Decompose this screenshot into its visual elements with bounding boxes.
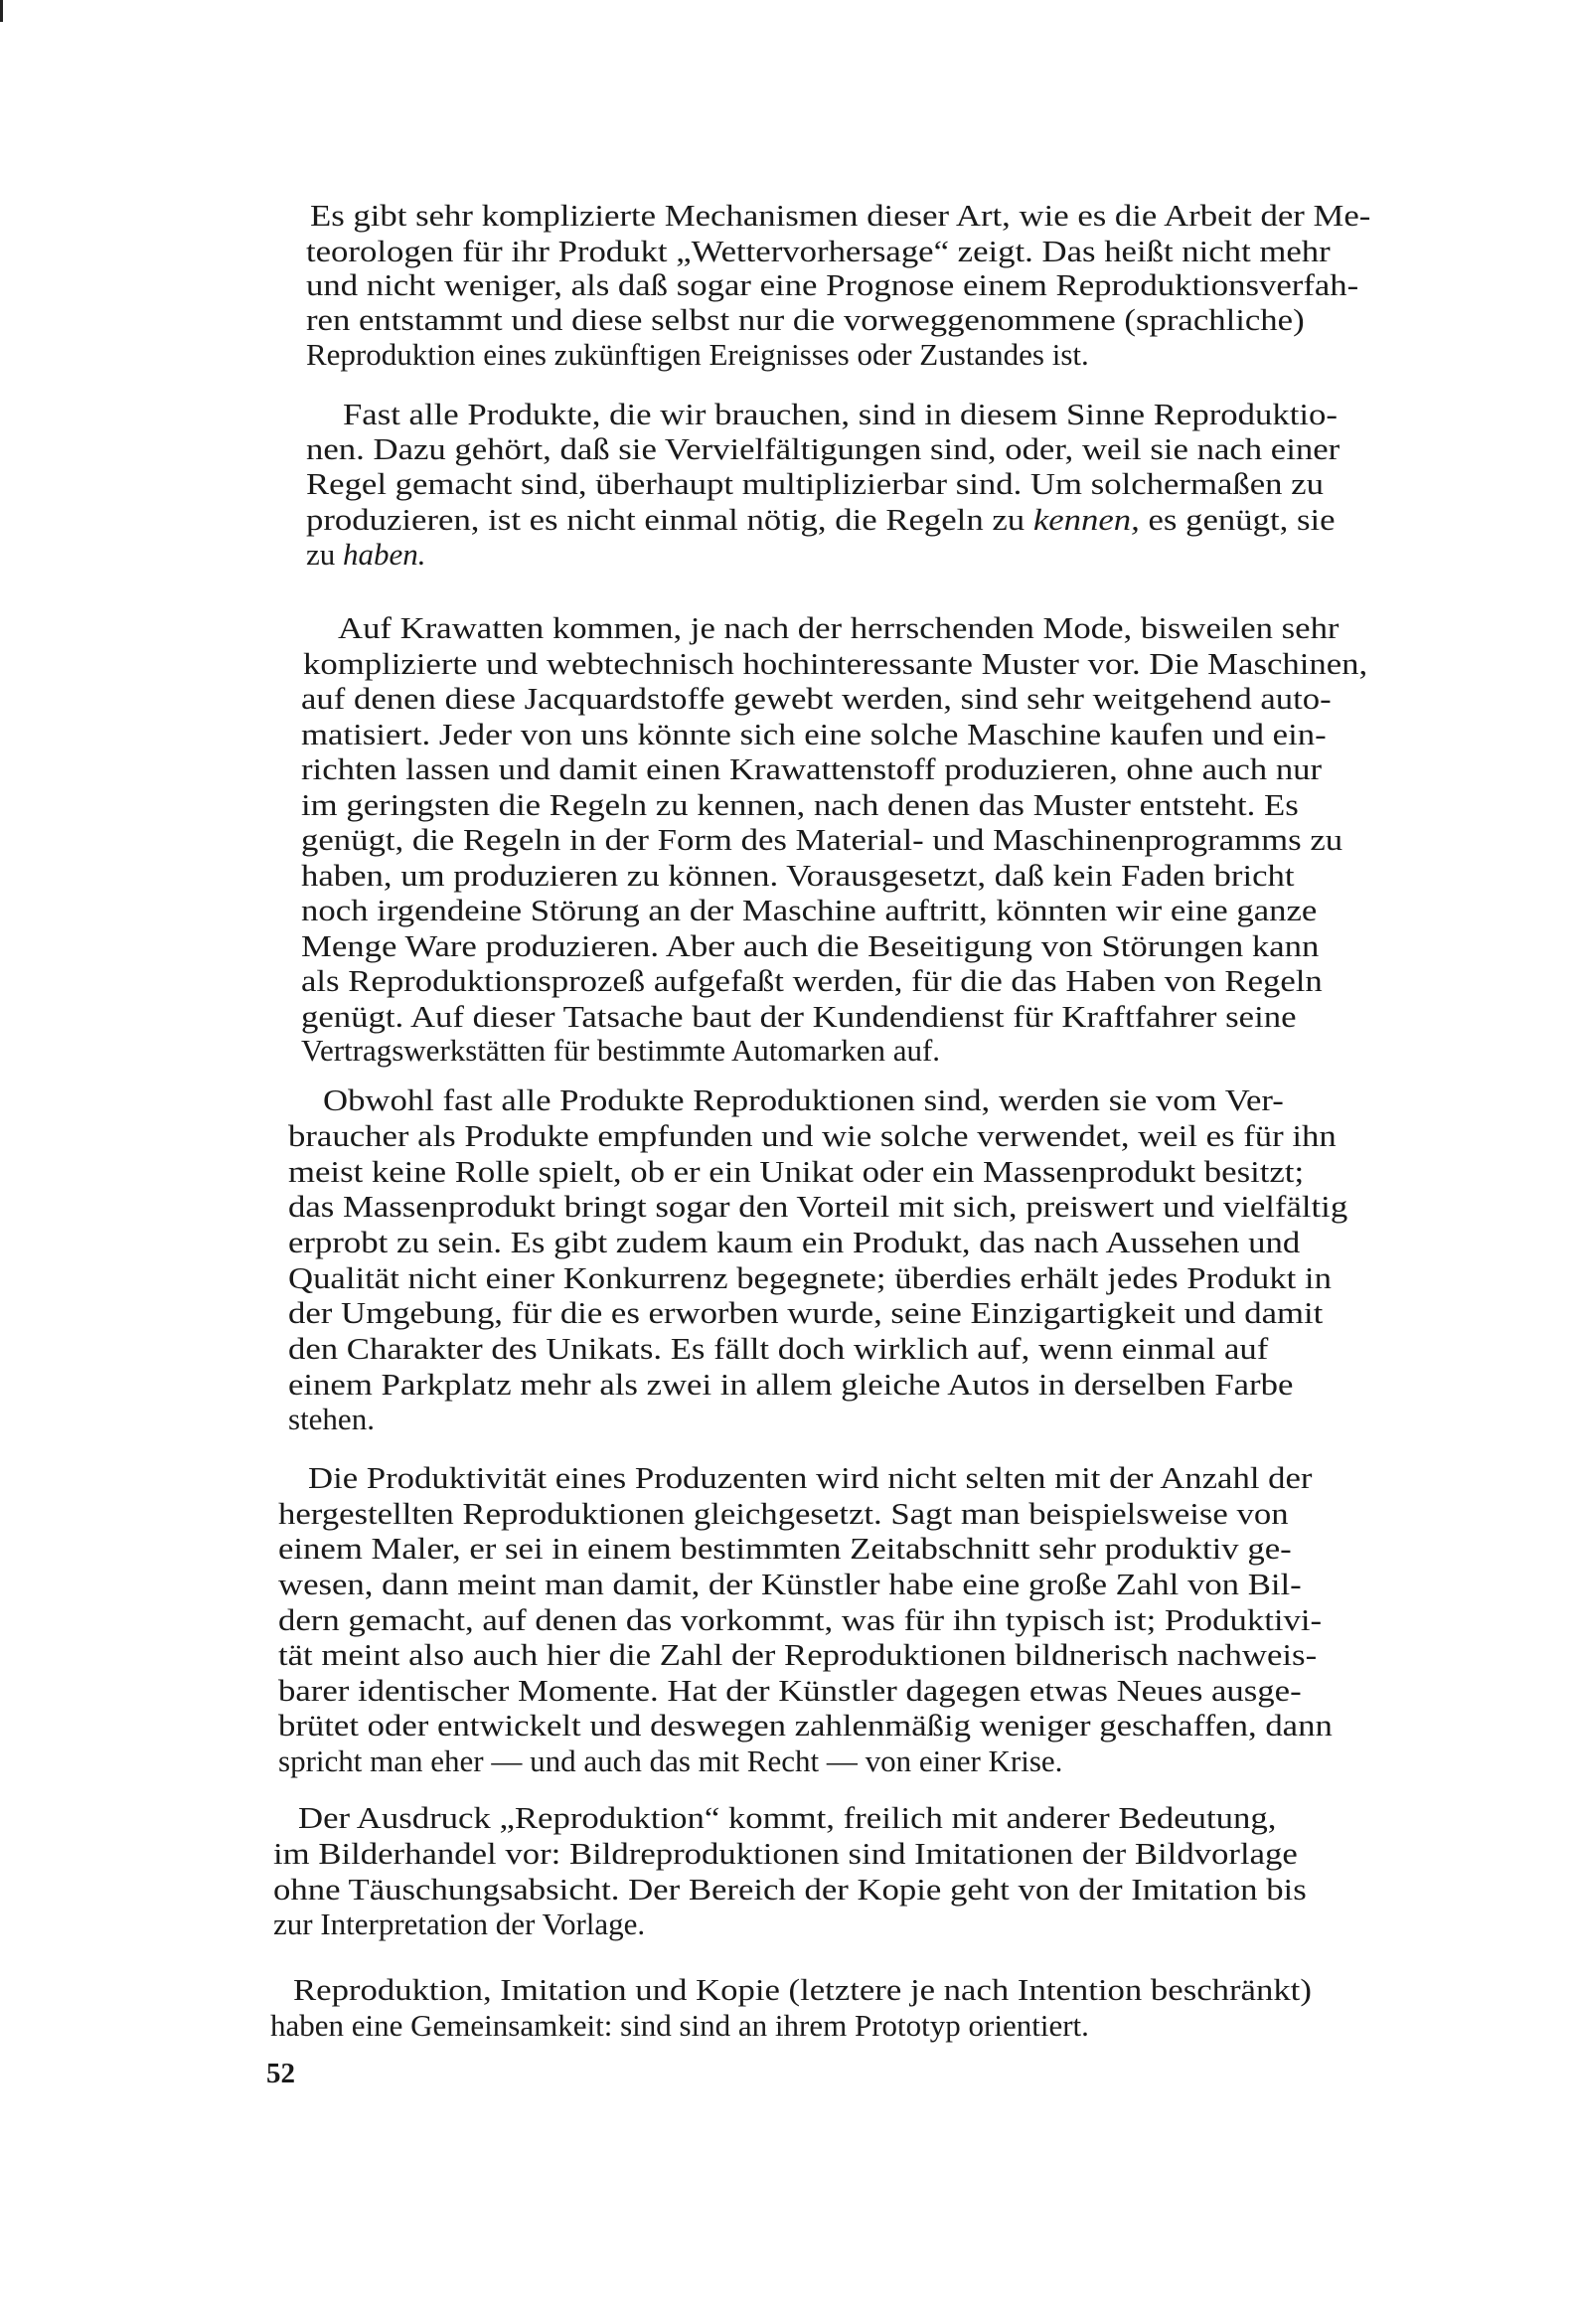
text-line: braucher als Produkte empfunden und wie solche verwendet, weil es für ihn [288,1118,1337,1153]
text-line: nen. Dazu gehört, daß sie Vervielfältigungen sind, oder, weil sie nach einer [306,431,1340,466]
text-line: Der Ausdruck „Reproduktion“ kommt, freilich mit anderer Bedeutung, [298,1800,1277,1835]
emphasis: haben. [343,537,426,572]
text-line: spricht man eher — und auch das mit Recht — von einer Krise. [278,1743,1063,1778]
text-line: noch irgendeine Störung an der Maschine auftritt, könnten wir eine ganze [301,893,1318,927]
text-line: Regel gemacht sind, überhaupt multiplizierbar sind. Um solchermaßen zu [306,466,1324,501]
emphasis: kennen, [1032,502,1140,537]
text-line: stehen. [288,1402,375,1436]
text-line: als Reproduktionsprozeß aufgefaßt werden, für die das Haben von Regeln [301,963,1323,998]
text-line: ohne Täuschungsabsicht. Der Bereich der Kopie geht von der Imitation bis [273,1872,1307,1907]
margin-mark [0,0,3,22]
text-line: produzieren, ist es nicht einmal nötig, die Regeln zu kennen, es genügt, sie [306,502,1336,537]
text-line: Die Produktivität eines Produzenten wird nicht selten mit der Anzahl der [308,1460,1313,1495]
text-line: ren entstammt und diese selbst nur die vorweggenommene (sprachliche) [306,302,1305,337]
text-line: haben, um produzieren zu können. Vorausgesetzt, daß kein Faden bricht [301,858,1295,893]
text-line: matisiert. Jeder von uns könnte sich eine solche Maschine kaufen und ein- [301,717,1327,751]
text-line: auf denen diese Jacquardstoffe gewebt werden, sind sehr weitgehend auto- [301,681,1332,716]
text-line: den Charakter des Unikats. Es fällt doch wirklich auf, wenn einmal auf [288,1331,1269,1366]
text-line: Menge Ware produzieren. Aber auch die Beseitigung von Störungen kann [301,928,1320,963]
text-line: Reproduktion eines zukünftigen Ereignisses oder Zustandes ist. [306,337,1089,372]
text-line: das Massenprodukt bringt sogar den Vorteil mit sich, preiswert und vielfältig [288,1189,1348,1224]
text-line: Vertragswerkstätten für bestimmte Automarken auf. [301,1033,941,1068]
text-line: genügt, die Regeln in der Form des Material- und Maschinenprogramms zu [301,822,1343,857]
page-number: 52 [266,2058,295,2089]
text-line: einem Parkplatz mehr als zwei in allem gleiche Autos in derselben Farbe [288,1367,1294,1402]
text-line: zu haben. [306,537,426,572]
text-line: zur Interpretation der Vorlage. [273,1907,646,1941]
text-line: komplizierte und webtechnisch hochinteressante Muster vor. Die Maschinen, [303,646,1368,681]
text-line: genügt. Auf dieser Tatsache baut der Kundendienst für Kraftfahrer seine [301,999,1297,1034]
text-line: der Umgebung, für die es erworben wurde, seine Einzigartigkeit und damit [288,1295,1324,1330]
text-line: Fast alle Produkte, die wir brauchen, sind in diesem Sinne Reproduktio- [343,397,1338,431]
text-line: Reproduktion, Imitation und Kopie (letztere je nach Intention beschränkt) [293,1972,1312,2007]
text-line: hergestellten Reproduktionen gleichgesetzt. Sagt man beispielsweise von [278,1496,1289,1531]
text-line: barer identischer Momente. Hat der Künstler dagegen etwas Neues ausge- [278,1673,1302,1708]
text-line: und nicht weniger, als daß sogar eine Prognose einem Reproduktionsverfah- [306,267,1359,302]
text-line: tät meint also auch hier die Zahl der Reproduktionen bildnerisch nachweis- [278,1637,1318,1672]
text-line: im geringsten die Regeln zu kennen, nach denen das Muster entsteht. Es [301,787,1299,822]
text-line: erprobt zu sein. Es gibt zudem kaum ein Produkt, das nach Aussehen und [288,1225,1301,1259]
text-line: Obwohl fast alle Produkte Reproduktionen sind, werden sie vom Ver- [323,1082,1284,1117]
text-line: Es gibt sehr komplizierte Mechanismen dieser Art, wie es die Arbeit der Me- [310,198,1371,233]
text-line: teorologen für ihr Produkt „Wettervorhersage“ zeigt. Das heißt nicht mehr [306,234,1331,268]
text-line: Qualität nicht einer Konkurrenz begegnete; überdies erhält jedes Produkt in [288,1260,1332,1295]
text-line: brütet oder entwickelt und deswegen zahlenmäßig weniger geschaffen, dann [278,1708,1333,1743]
text-line: wesen, dann meint man damit, der Künstler habe eine große Zahl von Bil- [278,1567,1302,1601]
text-line: im Bilderhandel vor: Bildreproduktionen sind Imitationen der Bildvorlage [273,1836,1298,1871]
text-line: dern gemacht, auf denen das vorkommt, was für ihn typisch ist; Produktivi- [278,1602,1323,1637]
text-line: haben eine Gemeinsamkeit: sind sind an ihrem Prototyp orientiert. [270,2008,1089,2043]
text-line: richten lassen und damit einen Krawattenstoff produzieren, ohne auch nur [301,751,1323,786]
text-line: Auf Krawatten kommen, je nach der herrschenden Mode, bisweilen sehr [338,610,1340,645]
text-line: einem Maler, er sei in einem bestimmten Zeitabschnitt sehr produktiv ge- [278,1531,1292,1566]
text-line: meist keine Rolle spielt, ob er ein Unikat oder ein Massenprodukt besitzt; [288,1154,1305,1189]
